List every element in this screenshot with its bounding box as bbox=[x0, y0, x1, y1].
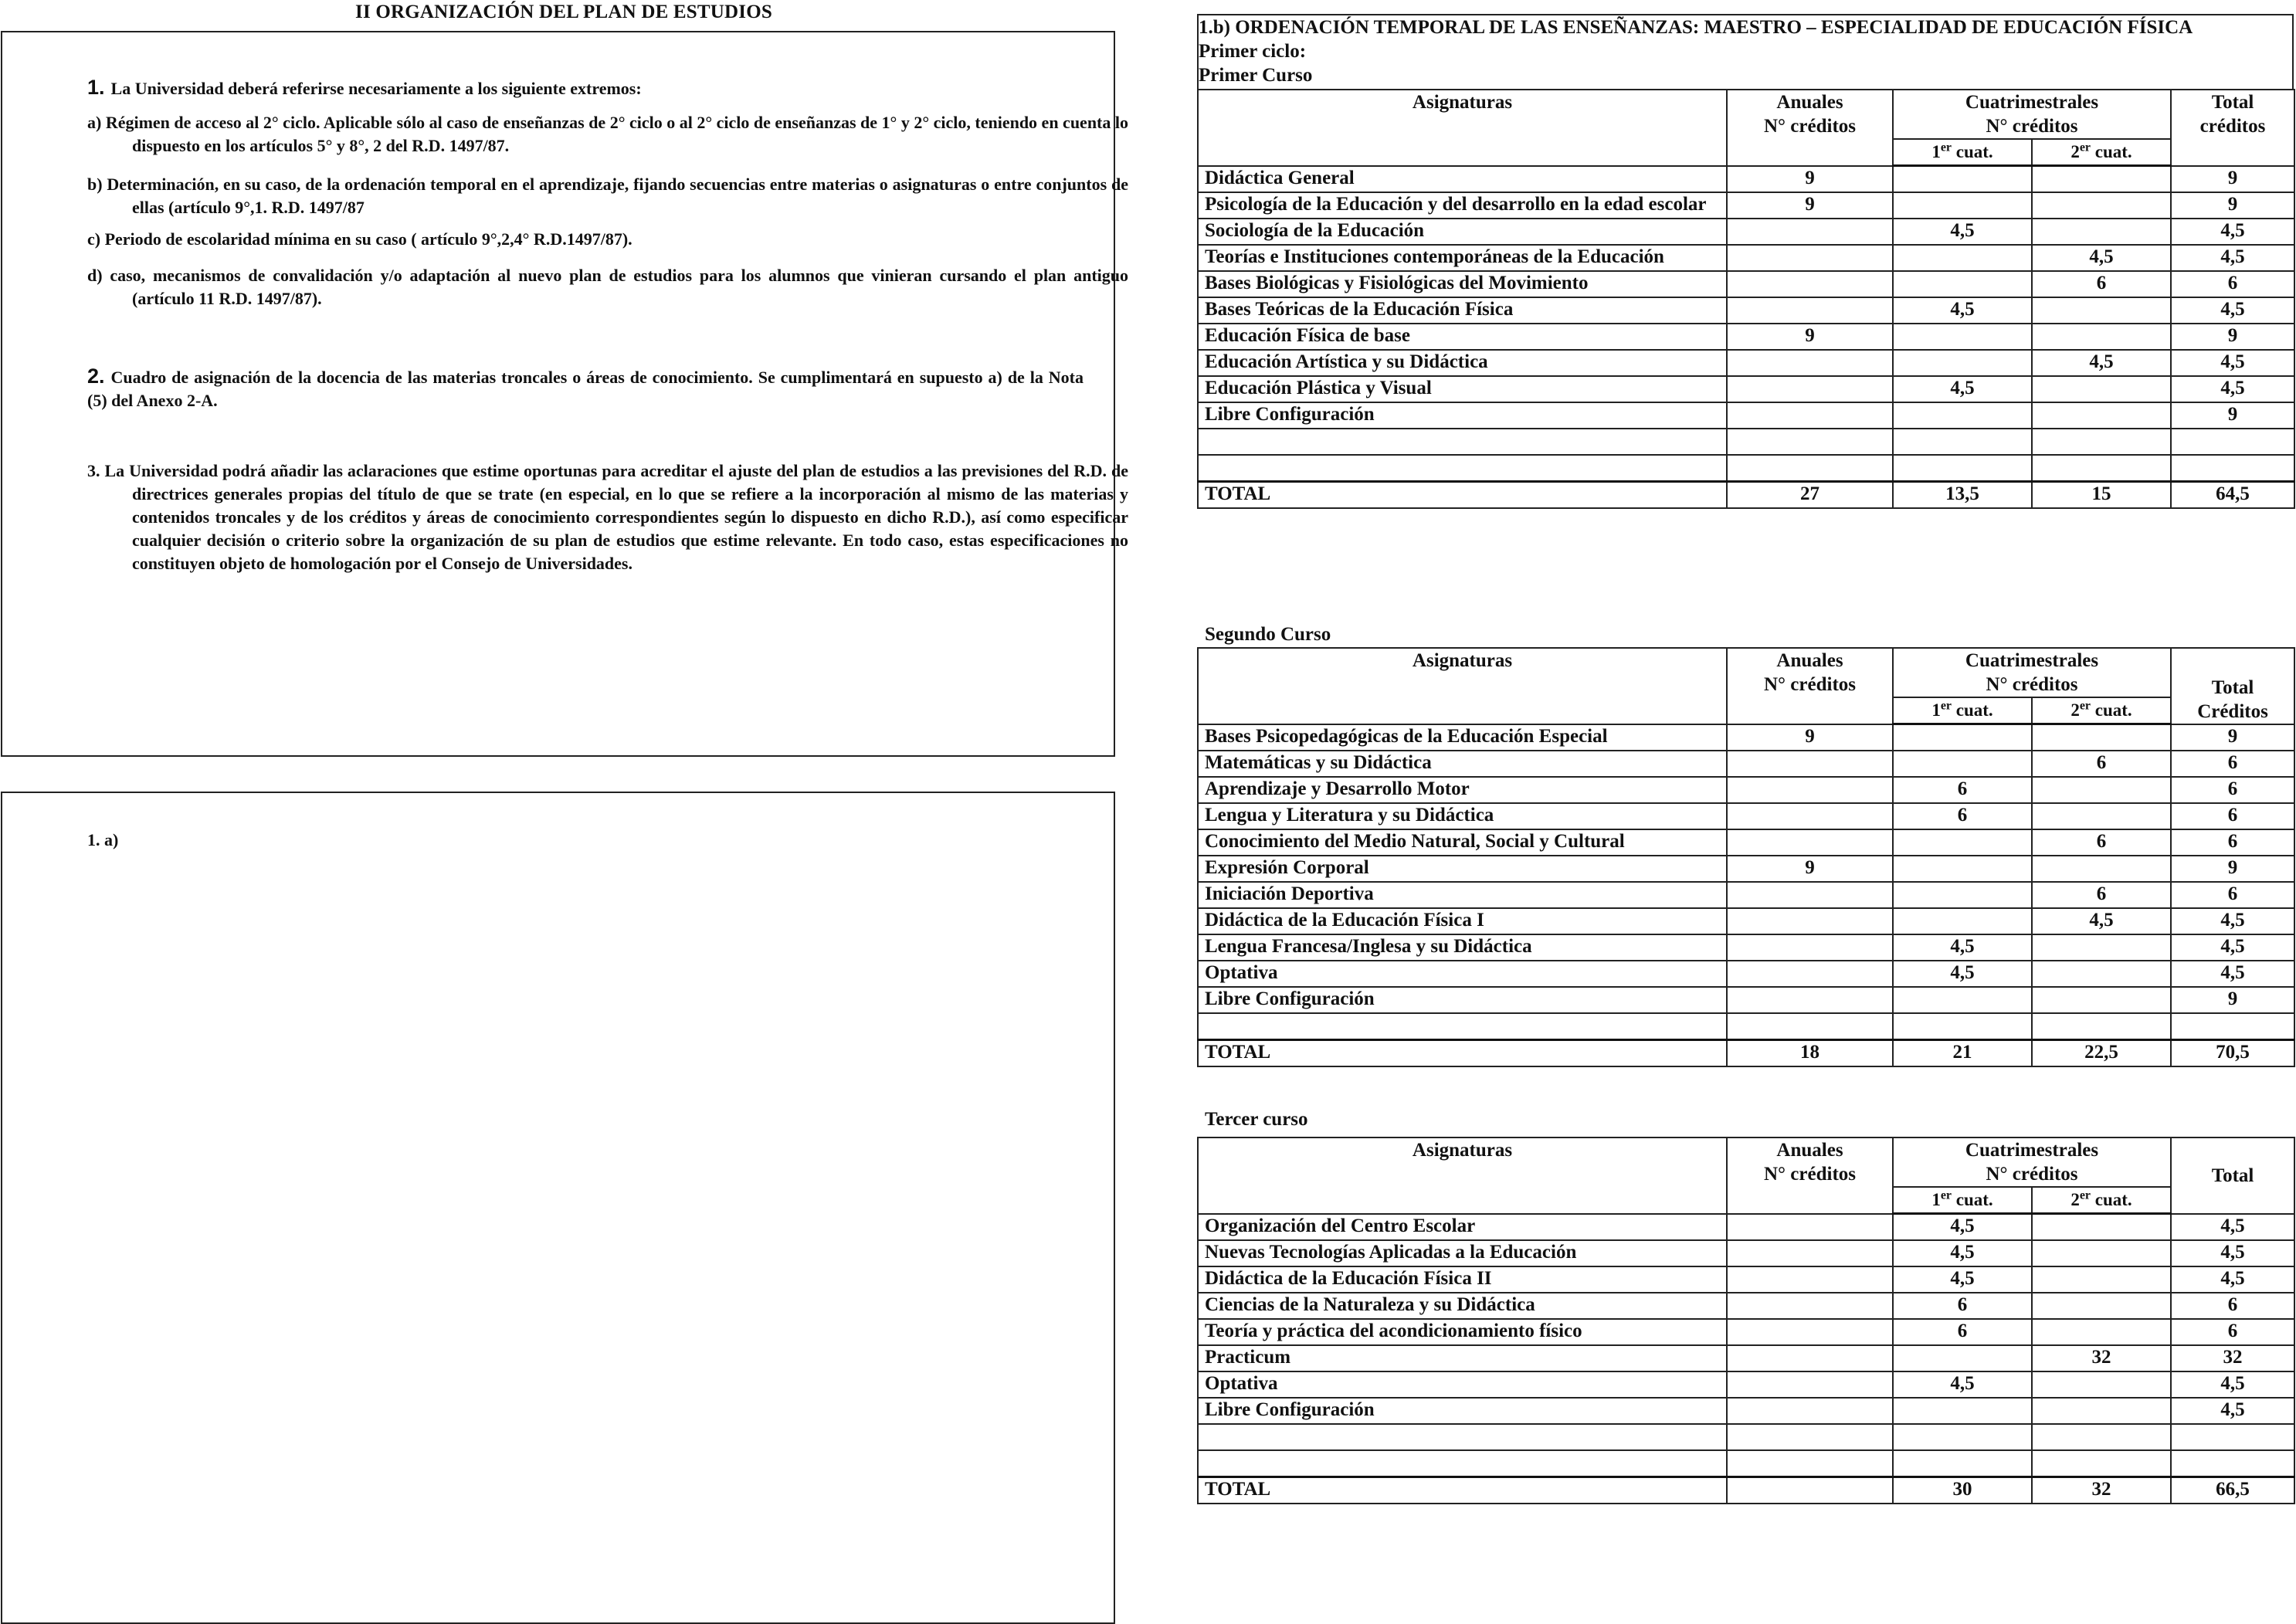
total-value-cell: 18 bbox=[1727, 1040, 1893, 1067]
n-creditos-label: N° créditos bbox=[1764, 116, 1856, 137]
instruction-number: 2. bbox=[87, 364, 105, 388]
anual-credits-cell bbox=[1727, 751, 1893, 777]
total-credits-cell: 4,5 bbox=[2171, 245, 2294, 271]
anuales-label: Anuales bbox=[1776, 650, 1843, 671]
q2-credits-cell: 4,5 bbox=[2032, 908, 2171, 934]
total-credits-cell: 4,5 bbox=[2171, 219, 2294, 245]
total-credits-cell bbox=[2171, 455, 2294, 482]
table-row bbox=[1198, 166, 2294, 193]
table-row bbox=[1198, 1371, 2294, 1398]
q1-credits-cell bbox=[1893, 724, 2032, 751]
anual-credits-cell bbox=[1727, 1398, 1893, 1424]
anual-credits-cell bbox=[1727, 245, 1893, 271]
col-header-anuales bbox=[1727, 1137, 1893, 1214]
total-row bbox=[1198, 1477, 2294, 1504]
col-header-asignaturas: Asignaturas bbox=[1198, 648, 1727, 724]
subject-cell: Libre Configuración bbox=[1198, 1398, 1727, 1424]
table-row bbox=[1198, 1345, 2294, 1371]
q1-credits-cell: 4,5 bbox=[1893, 1371, 2032, 1398]
subject-cell: Didáctica de la Educación Física I bbox=[1198, 908, 1727, 934]
creditos-label: créditos bbox=[2199, 116, 2266, 137]
q1-credits-cell bbox=[1893, 245, 2032, 271]
anual-credits-cell bbox=[1727, 777, 1893, 803]
q1-credits-cell bbox=[1893, 455, 2032, 482]
subject-cell: Ciencias de la Naturaleza y su Didáctica bbox=[1198, 1293, 1727, 1319]
subject-cell: Iniciación Deportiva bbox=[1198, 882, 1727, 908]
anual-credits-cell bbox=[1727, 882, 1893, 908]
table-row bbox=[1198, 297, 2294, 324]
course-2-caption: Segundo Curso bbox=[1205, 624, 1331, 645]
total-credits-cell: 9 bbox=[2171, 402, 2294, 429]
anual-credits-cell bbox=[1727, 987, 1893, 1013]
anual-credits-cell: 9 bbox=[1727, 192, 1893, 219]
section-1b-heading: 1.b) ORDENACIÓN TEMPORAL DE LAS ENSEÑANZAS: MAESTRO – ESPECIALIDAD DE EDUCACIÓN FÍSICA bbox=[1199, 17, 2193, 38]
table-row bbox=[1198, 219, 2294, 245]
instruction-2 bbox=[87, 364, 1084, 412]
col-header-total bbox=[2171, 648, 2294, 724]
q2-credits-cell bbox=[2032, 961, 2171, 987]
cuatrimestrales-label: Cuatrimestrales bbox=[1965, 92, 2099, 113]
q1-credits-cell: 6 bbox=[1893, 803, 2032, 829]
subject-cell: Didáctica de la Educación Física II bbox=[1198, 1266, 1727, 1293]
q2-credits-cell bbox=[2032, 1371, 2171, 1398]
anual-credits-cell bbox=[1727, 1240, 1893, 1266]
table-row bbox=[1198, 324, 2294, 350]
q2-credits-cell bbox=[2032, 1240, 2171, 1266]
q1-credits-cell: 4,5 bbox=[1893, 1240, 2032, 1266]
col-header-q1: 1er cuat. bbox=[1893, 697, 2032, 724]
table-row bbox=[1198, 829, 2294, 856]
q1-credits-cell: 6 bbox=[1893, 1319, 2032, 1345]
q1-credits-cell bbox=[1893, 350, 2032, 376]
total-label: Total bbox=[2211, 676, 2254, 698]
subject-cell: Bases Biológicas y Fisiológicas del Movimiento bbox=[1198, 271, 1727, 297]
n-creditos-label: N° créditos bbox=[1986, 1164, 2078, 1185]
q1-credits-cell bbox=[1893, 1450, 2032, 1477]
anual-credits-cell bbox=[1727, 1266, 1893, 1293]
total-credits-cell bbox=[2171, 1013, 2294, 1040]
q1-credits-cell bbox=[1893, 192, 2032, 219]
q2-credits-cell: 6 bbox=[2032, 882, 2171, 908]
q1-credits-cell bbox=[1893, 987, 2032, 1013]
subject-cell: Nuevas Tecnologías Aplicadas a la Educación bbox=[1198, 1240, 1727, 1266]
heading-border-top bbox=[1197, 14, 2294, 15]
q2-credits-cell: 4,5 bbox=[2032, 245, 2171, 271]
creditos-label: Créditos bbox=[2197, 700, 2268, 722]
q1-credits-cell bbox=[1893, 882, 2032, 908]
anuales-label: Anuales bbox=[1776, 92, 1843, 113]
anual-credits-cell bbox=[1727, 934, 1893, 961]
q2-credits-cell: 4,5 bbox=[2032, 350, 2171, 376]
total-value-cell: 21 bbox=[1893, 1040, 2032, 1067]
q1-credits-cell: 4,5 bbox=[1893, 376, 2032, 402]
total-credits-cell: 6 bbox=[2171, 829, 2294, 856]
course-1-rows bbox=[1198, 166, 2294, 509]
total-credits-cell bbox=[2171, 1450, 2294, 1477]
q1-credits-cell: 6 bbox=[1893, 777, 2032, 803]
subject-cell: Expresión Corporal bbox=[1198, 856, 1727, 882]
anual-credits-cell bbox=[1727, 1013, 1893, 1040]
total-label-cell: TOTAL bbox=[1198, 1040, 1727, 1067]
subject-cell: Libre Configuración bbox=[1198, 402, 1727, 429]
table-row bbox=[1198, 1293, 2294, 1319]
anual-credits-cell: 9 bbox=[1727, 166, 1893, 193]
subject-cell: Libre Configuración bbox=[1198, 987, 1727, 1013]
q1-credits-cell bbox=[1893, 908, 2032, 934]
col-header-anuales bbox=[1727, 648, 1893, 724]
anual-credits-cell bbox=[1727, 1319, 1893, 1345]
q2-credits-cell: 6 bbox=[2032, 751, 2171, 777]
course-2-rows bbox=[1198, 724, 2294, 1067]
subject-cell: Optativa bbox=[1198, 1371, 1727, 1398]
anual-credits-cell: 9 bbox=[1727, 724, 1893, 751]
col-header-cuatrimestrales bbox=[1893, 90, 2171, 139]
col-header-total: Total bbox=[2171, 1137, 2294, 1214]
table-row bbox=[1198, 1240, 2294, 1266]
course-3-caption: Tercer curso bbox=[1205, 1109, 1308, 1130]
total-credits-cell: 4,5 bbox=[2171, 1240, 2294, 1266]
col-header-cuatrimestrales bbox=[1893, 1137, 2171, 1187]
anual-credits-cell bbox=[1727, 1214, 1893, 1241]
table-header-row bbox=[1198, 1137, 2294, 1187]
col-header-cuatrimestrales bbox=[1893, 648, 2171, 697]
q2-credits-cell bbox=[2032, 429, 2171, 455]
subject-cell bbox=[1198, 1424, 1727, 1450]
col-header-total bbox=[2171, 90, 2294, 166]
col-header-asignaturas: Asignaturas bbox=[1198, 1137, 1727, 1214]
total-value-cell: 64,5 bbox=[2171, 482, 2294, 509]
table-row bbox=[1198, 376, 2294, 402]
q2-credits-cell bbox=[2032, 192, 2171, 219]
instruction-1a: a) Régimen de acceso al 2° ciclo. Aplicable sólo al caso de enseñanzas de 2° ciclo o al 2° ciclo de enseñanzas de 1° y 2° ciclo, teniendo en cuenta lo dispuesto en los artículos 5° y 8°, 2 del R.D. 1497/87. bbox=[87, 113, 1128, 155]
subject-cell: Bases Teóricas de la Educación Física bbox=[1198, 297, 1727, 324]
subject-cell: Teoría y práctica del acondicionamiento físico bbox=[1198, 1319, 1727, 1345]
table-row bbox=[1198, 1319, 2294, 1345]
col-header-q1: 1er cuat. bbox=[1893, 1187, 2032, 1214]
anual-credits-cell bbox=[1727, 1371, 1893, 1398]
q2-credits-cell bbox=[2032, 803, 2171, 829]
total-credits-cell: 6 bbox=[2171, 751, 2294, 777]
anual-credits-cell: 9 bbox=[1727, 856, 1893, 882]
table-row bbox=[1198, 803, 2294, 829]
table-row bbox=[1198, 192, 2294, 219]
q2-credits-cell bbox=[2032, 402, 2171, 429]
instruction-1d: d) caso, mecanismos de convalidación y/o adaptación al nuevo plan de estudios para los alumnos que vinieran cursando el plan antiguo (artículo 11 R.D. 1497/87). bbox=[87, 266, 1128, 308]
heading-border-right bbox=[2292, 14, 2294, 90]
q2-credits-cell bbox=[2032, 1266, 2171, 1293]
instruction-3: 3. La Universidad podrá añadir las aclaraciones que estime oportunas para acreditar el ajuste del plan de estudios a las previsiones del R.D. de directrices generales propias del título de que se trate (en especial, en lo que se refiere a la incorporación al mismo de las materias y contenidos troncales y de los créditos y áreas de conocimiento correspondientes según lo dispuesto en dicho R.D.), así como especificar cualquier decisión o criterio sobre la organización de su plan de estudios que estime relevante. En todo caso, estas especificaciones no constituyen objeto de homologación por el Consejo de Universidades. bbox=[87, 461, 1128, 573]
q2-credits-cell bbox=[2032, 1293, 2171, 1319]
table-row bbox=[1198, 245, 2294, 271]
subject-cell: Educación Artística y su Didáctica bbox=[1198, 350, 1727, 376]
q2-credits-cell bbox=[2032, 934, 2171, 961]
anual-credits-cell bbox=[1727, 376, 1893, 402]
table-row bbox=[1198, 908, 2294, 934]
q1-credits-cell bbox=[1893, 166, 2032, 193]
instruction-1b: b) Determinación, en su caso, de la ordenación temporal en el aprendizaje, fijando secuencias entre materias o asignaturas o entre conjuntos de ellas (artículo 9°,1. R.D. 1497/87 bbox=[87, 175, 1128, 217]
subject-cell: Practicum bbox=[1198, 1345, 1727, 1371]
table-row bbox=[1198, 987, 2294, 1013]
table-row bbox=[1198, 271, 2294, 297]
q2-credits-cell bbox=[2032, 1450, 2171, 1477]
section-1a-panel bbox=[1, 792, 1115, 1624]
q1-credits-cell bbox=[1893, 856, 2032, 882]
anual-credits-cell bbox=[1727, 1450, 1893, 1477]
total-value-cell bbox=[1727, 1477, 1893, 1504]
total-credits-cell: 6 bbox=[2171, 803, 2294, 829]
anual-credits-cell bbox=[1727, 402, 1893, 429]
q1-credits-cell: 6 bbox=[1893, 1293, 2032, 1319]
subject-cell bbox=[1198, 1013, 1727, 1040]
n-creditos-label: N° créditos bbox=[1986, 674, 2078, 695]
subject-cell: Conocimiento del Medio Natural, Social y Cultural bbox=[1198, 829, 1727, 856]
q2-credits-cell bbox=[2032, 777, 2171, 803]
total-credits-cell: 4,5 bbox=[2171, 297, 2294, 324]
page-title: II ORGANIZACIÓN DEL PLAN DE ESTUDIOS bbox=[355, 2, 772, 22]
q2-credits-cell bbox=[2032, 987, 2171, 1013]
table-row bbox=[1198, 777, 2294, 803]
col-header-asignaturas: Asignaturas bbox=[1198, 90, 1727, 166]
q1-credits-cell bbox=[1893, 324, 2032, 350]
course-1-table bbox=[1197, 89, 2295, 509]
q1-credits-cell bbox=[1893, 829, 2032, 856]
heading-border-left bbox=[1197, 14, 1199, 90]
q2-credits-cell bbox=[2032, 166, 2171, 193]
total-value-cell: 15 bbox=[2032, 482, 2171, 509]
table-row bbox=[1198, 751, 2294, 777]
table-header-row bbox=[1198, 90, 2294, 139]
table-row bbox=[1198, 1424, 2294, 1450]
total-credits-cell bbox=[2171, 1424, 2294, 1450]
subject-cell: Educación Física de base bbox=[1198, 324, 1727, 350]
total-credits-cell: 4,5 bbox=[2171, 1266, 2294, 1293]
subject-cell: Lengua y Literatura y su Didáctica bbox=[1198, 803, 1727, 829]
total-credits-cell: 4,5 bbox=[2171, 1371, 2294, 1398]
subject-cell bbox=[1198, 429, 1727, 455]
q2-credits-cell bbox=[2032, 1398, 2171, 1424]
total-credits-cell: 4,5 bbox=[2171, 350, 2294, 376]
table-row bbox=[1198, 429, 2294, 455]
q2-credits-cell bbox=[2032, 219, 2171, 245]
total-credits-cell bbox=[2171, 429, 2294, 455]
table-row bbox=[1198, 961, 2294, 987]
total-credits-cell: 6 bbox=[2171, 1293, 2294, 1319]
total-credits-cell: 32 bbox=[2171, 1345, 2294, 1371]
total-label-cell: TOTAL bbox=[1198, 482, 1727, 509]
subject-cell: Sociología de la Educación bbox=[1198, 219, 1727, 245]
q2-credits-cell bbox=[2032, 1424, 2171, 1450]
table-row bbox=[1198, 1450, 2294, 1477]
table-row bbox=[1198, 882, 2294, 908]
q1-credits-cell bbox=[1893, 1345, 2032, 1371]
total-value-cell: 13,5 bbox=[1893, 482, 2032, 509]
anual-credits-cell: 9 bbox=[1727, 324, 1893, 350]
total-credits-cell: 9 bbox=[2171, 724, 2294, 751]
q2-credits-cell bbox=[2032, 455, 2171, 482]
q1-credits-cell bbox=[1893, 1013, 2032, 1040]
q2-credits-cell: 6 bbox=[2032, 271, 2171, 297]
table-row bbox=[1198, 402, 2294, 429]
total-credits-cell: 9 bbox=[2171, 324, 2294, 350]
col-header-q2: 2er cuat. bbox=[2032, 1187, 2171, 1214]
q2-credits-cell bbox=[2032, 324, 2171, 350]
q1-credits-cell bbox=[1893, 402, 2032, 429]
cuatrimestrales-label: Cuatrimestrales bbox=[1965, 1140, 2099, 1161]
table-header-row bbox=[1198, 648, 2294, 697]
anual-credits-cell bbox=[1727, 829, 1893, 856]
total-credits-cell: 6 bbox=[2171, 271, 2294, 297]
total-value-cell: 70,5 bbox=[2171, 1040, 2294, 1067]
total-credits-cell: 9 bbox=[2171, 192, 2294, 219]
q1-credits-cell bbox=[1893, 271, 2032, 297]
total-credits-cell: 9 bbox=[2171, 166, 2294, 193]
table-row bbox=[1198, 1398, 2294, 1424]
instruction-text: Cuadro de asignación de la docencia de las materias troncales o áreas de conocimiento. Se cumplimentará en supuesto a) de la Nota (5) del Anexo 2-A. bbox=[87, 368, 1084, 410]
q1-credits-cell: 4,5 bbox=[1893, 961, 2032, 987]
subject-cell: Optativa bbox=[1198, 961, 1727, 987]
q1-credits-cell: 4,5 bbox=[1893, 1266, 2032, 1293]
q2-credits-cell bbox=[2032, 376, 2171, 402]
anual-credits-cell bbox=[1727, 455, 1893, 482]
q1-credits-cell: 4,5 bbox=[1893, 934, 2032, 961]
total-value-cell: 22,5 bbox=[2032, 1040, 2171, 1067]
col-header-anuales bbox=[1727, 90, 1893, 166]
subject-cell: Organización del Centro Escolar bbox=[1198, 1214, 1727, 1241]
instruction-1 bbox=[87, 76, 1084, 100]
q1-credits-cell bbox=[1893, 1398, 2032, 1424]
subject-cell bbox=[1198, 1450, 1727, 1477]
anual-credits-cell bbox=[1727, 350, 1893, 376]
q2-credits-cell: 6 bbox=[2032, 829, 2171, 856]
total-credits-cell: 4,5 bbox=[2171, 1398, 2294, 1424]
total-value-cell: 66,5 bbox=[2171, 1477, 2294, 1504]
total-row bbox=[1198, 1040, 2294, 1067]
subject-cell bbox=[1198, 455, 1727, 482]
total-credits-cell: 6 bbox=[2171, 1319, 2294, 1345]
table-row bbox=[1198, 350, 2294, 376]
anuales-label: Anuales bbox=[1776, 1140, 1843, 1161]
table-row bbox=[1198, 934, 2294, 961]
table-row bbox=[1198, 1214, 2294, 1241]
instruction-1c: c) Periodo de escolaridad mínima en su caso ( artículo 9°,2,4° R.D.1497/87). bbox=[87, 229, 633, 249]
q2-credits-cell bbox=[2032, 1214, 2171, 1241]
total-credits-cell: 4,5 bbox=[2171, 934, 2294, 961]
q1-credits-cell bbox=[1893, 1424, 2032, 1450]
subject-cell: Bases Psicopedagógicas de la Educación Especial bbox=[1198, 724, 1727, 751]
n-creditos-label: N° créditos bbox=[1764, 1164, 1856, 1185]
col-header-q2: 2er cuat. bbox=[2032, 697, 2171, 724]
total-credits-cell: 4,5 bbox=[2171, 376, 2294, 402]
total-credits-cell: 9 bbox=[2171, 856, 2294, 882]
table-row bbox=[1198, 724, 2294, 751]
subject-cell: Psicología de la Educación y del desarrollo en la edad escolar bbox=[1198, 192, 1727, 219]
total-credits-cell: 4,5 bbox=[2171, 908, 2294, 934]
anual-credits-cell bbox=[1727, 1424, 1893, 1450]
subject-cell: Lengua Francesa/Inglesa y su Didáctica bbox=[1198, 934, 1727, 961]
subject-cell: Aprendizaje y Desarrollo Motor bbox=[1198, 777, 1727, 803]
q1-credits-cell: 4,5 bbox=[1893, 1214, 2032, 1241]
table-row bbox=[1198, 1013, 2294, 1040]
anual-credits-cell bbox=[1727, 271, 1893, 297]
total-value-cell: 27 bbox=[1727, 482, 1893, 509]
instruction-number: 1. bbox=[87, 76, 105, 99]
q2-credits-cell bbox=[2032, 724, 2171, 751]
q2-credits-cell: 32 bbox=[2032, 1345, 2171, 1371]
cuatrimestrales-label: Cuatrimestrales bbox=[1965, 650, 2099, 671]
total-credits-cell: 4,5 bbox=[2171, 1214, 2294, 1241]
q2-credits-cell bbox=[2032, 297, 2171, 324]
total-label: Total bbox=[2211, 92, 2254, 113]
cycle-heading: Primer ciclo: bbox=[1199, 41, 1307, 62]
n-creditos-label: N° créditos bbox=[1764, 674, 1856, 695]
n-creditos-label: N° créditos bbox=[1986, 116, 2078, 137]
subject-cell: Teorías e Instituciones contemporáneas de la Educación bbox=[1198, 245, 1727, 271]
course-3-table bbox=[1197, 1137, 2295, 1504]
q2-credits-cell bbox=[2032, 856, 2171, 882]
instructions-panel bbox=[1, 31, 1128, 757]
q1-credits-cell: 4,5 bbox=[1893, 219, 2032, 245]
subject-cell: Didáctica General bbox=[1198, 166, 1727, 193]
anual-credits-cell bbox=[1727, 803, 1893, 829]
q1-credits-cell bbox=[1893, 751, 2032, 777]
total-label-cell: TOTAL bbox=[1198, 1477, 1727, 1504]
subject-cell: Matemáticas y su Didáctica bbox=[1198, 751, 1727, 777]
q1-credits-cell bbox=[1893, 429, 2032, 455]
total-value-cell: 32 bbox=[2032, 1477, 2171, 1504]
table-row bbox=[1198, 856, 2294, 882]
total-credits-cell: 4,5 bbox=[2171, 961, 2294, 987]
q1-credits-cell: 4,5 bbox=[1893, 297, 2032, 324]
anual-credits-cell bbox=[1727, 908, 1893, 934]
anual-credits-cell bbox=[1727, 297, 1893, 324]
anual-credits-cell bbox=[1727, 1293, 1893, 1319]
anual-credits-cell bbox=[1727, 429, 1893, 455]
col-header-q2: 2er cuat. bbox=[2032, 139, 2171, 166]
instruction-text: La Universidad deberá referirse necesariamente a los siguiente extremos: bbox=[110, 79, 642, 98]
col-header-q1: 1er cuat. bbox=[1893, 139, 2032, 166]
total-credits-cell: 9 bbox=[2171, 987, 2294, 1013]
table-row bbox=[1198, 455, 2294, 482]
course-3-rows bbox=[1198, 1214, 2294, 1504]
anual-credits-cell bbox=[1727, 961, 1893, 987]
anual-credits-cell bbox=[1727, 1345, 1893, 1371]
total-value-cell: 30 bbox=[1893, 1477, 2032, 1504]
q2-credits-cell bbox=[2032, 1319, 2171, 1345]
course-2-table bbox=[1197, 647, 2295, 1067]
q2-credits-cell bbox=[2032, 1013, 2171, 1040]
anual-credits-cell bbox=[1727, 219, 1893, 245]
total-credits-cell: 6 bbox=[2171, 882, 2294, 908]
total-credits-cell: 6 bbox=[2171, 777, 2294, 803]
table-row bbox=[1198, 1266, 2294, 1293]
course-1-caption: Primer Curso bbox=[1199, 65, 1313, 86]
section-1a-label: 1. a) bbox=[87, 830, 119, 849]
total-row bbox=[1198, 482, 2294, 509]
subject-cell: Educación Plástica y Visual bbox=[1198, 376, 1727, 402]
